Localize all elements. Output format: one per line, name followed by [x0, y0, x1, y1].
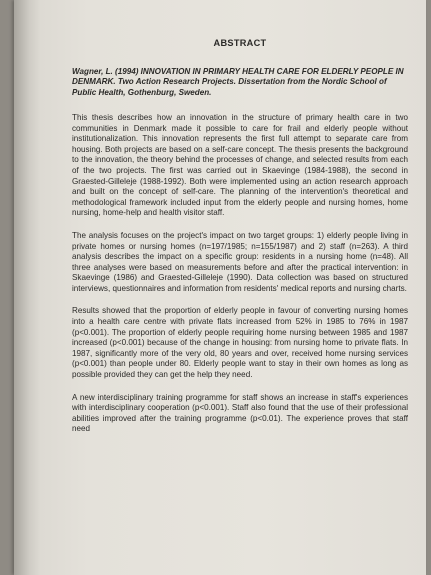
abstract-heading: ABSTRACT [213, 38, 267, 48]
document-page [14, 0, 426, 575]
paragraph-results: Results showed that the proportion of elderly people in favour of converting nursing homes into a health care centre with private flats increased from 52% in 1985 to 76% in 1987 (p<0.001). The proportion of elderly people requiring home nursing between 1985 and 1987 increased (p<0.001) because of the change in housing: from nursing home to private flats. In 1987, significantly more of the very old, 80 years and over, received home nursing services (p<0.001) than people under 80. Elderly people want to stay in their own homes as long as possible provided they can get the help they need. [72, 306, 408, 380]
page-binding-edge [14, 0, 40, 575]
paragraph-analysis: The analysis focuses on the project's impact on two target groups: 1) elderly people living in private homes or nursing homes (n=197/1985; n=155/1987) and 2) staff (n=263). A third analysis describes the impact on a specific group: residents in a nursing home (n=48). All three analyses were based on measurements before and after the practical intervention: in Skaevinge (1986) and Graested-Gilleleje (1990). Data collection was based on structured interviews, questionnaires and information from residents' medical reports and nursing charts. [72, 230, 408, 293]
paragraph-intro: This thesis describes how an innovation in the structure of primary health care in two communities in Denmark made it possible to care for frail and elderly people without institutionalization. This innovation represents the first full attempt to separate care from housing. Both projects are based on a self-care concept. The thesis presents the background to the innovation, the theory behind the processes of change, and selected results from each of the two projects. The first was carried out in Skaevinge (1984-1988), the second in Graested-Gilleleje (1988-1992). Both were implemented using an action research approach and built on the concept of self-care. The planning of the intervention's theoretical and methodological framework included input from the elderly people and nursing homes, home nursing, home-help and health visitor staff. [72, 112, 408, 218]
citation: Wagner, L. (1994) INNOVATION IN PRIMARY HEALTH CARE FOR ELDERLY PEOPLE IN DENMARK. Two Action Research Projects. Dissertation from the Nordic School of Public Health, Gothenburg, Sweden. [72, 66, 404, 98]
paragraph-training: A new interdisciplinary training programme for staff shows an increase in staff's experiences with interdisciplinary cooperation (p<0.001). Staff also found that the use of their professional abilities improved after the training programme (p<0.01). The experience proves that staff need [72, 392, 408, 434]
page-content [72, 38, 408, 447]
